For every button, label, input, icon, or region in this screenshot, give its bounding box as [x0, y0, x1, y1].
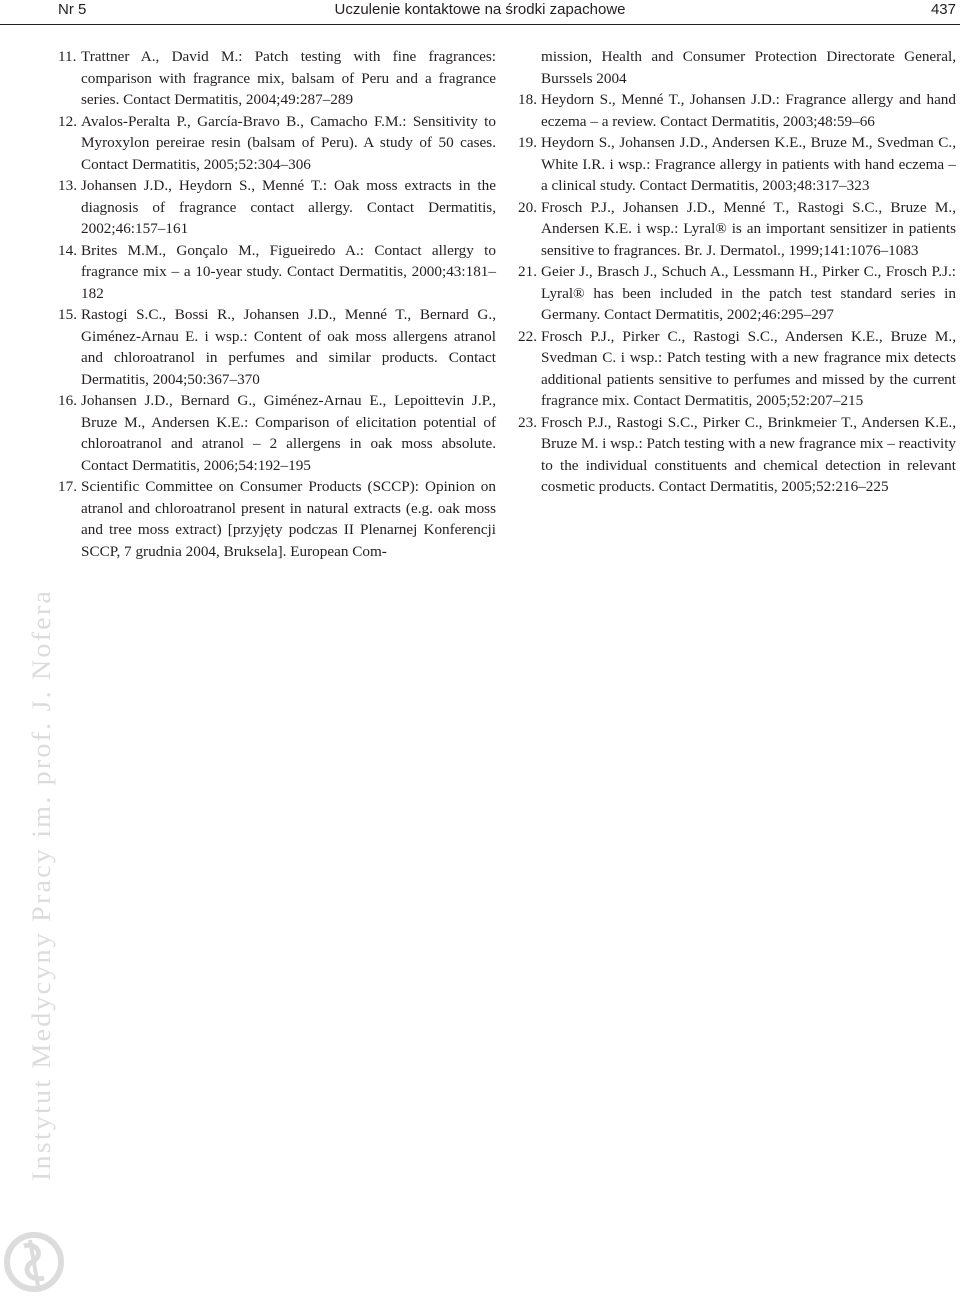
page-number: 437 — [930, 1, 956, 18]
reference-text: Geier J., Brasch J., Schuch A., Lessmann H., Pirker C., Frosch P.J.: Lyral® has been included in the patch test standard series in Germany. Contact Dermatitis, 2002;46:295–297 — [541, 263, 956, 323]
reference-number: 22. — [518, 327, 537, 345]
reference-item — [518, 89, 956, 132]
reference-item — [58, 46, 496, 111]
reference-number: 17. — [58, 478, 77, 495]
reference-text: Rastogi S.C., Bossi R., Johansen J.D., Menné T., Bernard G., Giménez-Arnau E. i wsp.: Content of oak moss allergens atranol and chloroatranol in perfumes and similar products. Contact Dermatitis, 2004;50:367–370 — [81, 306, 496, 388]
reference-number: 20. — [518, 198, 537, 216]
reference-item — [58, 476, 496, 562]
running-title: Uczulenie kontaktowe na środki zapachowe — [334, 1, 626, 18]
reference-item — [518, 261, 956, 326]
reference-text: Frosch P.J., Johansen J.D., Menné T., Rastogi S.C., Bruze M., Andersen K.E. i wsp.: Lyral® is an important sensitizer in patients sensitive to fragrances. Br. J. Dermatol., 1999;141:1076–1083 — [541, 198, 956, 259]
reference-text: Johansen J.D., Heydorn S., Menné T.: Oak moss extracts in the diagnosis of fragrance contact allergy. Contact Dermatitis, 2002;46:157–161 — [81, 177, 496, 237]
reference-item — [518, 412, 956, 498]
reference-item-continued — [518, 46, 956, 89]
reference-text: Johansen J.D., Bernard G., Giménez-Arnau E., Lepoittevin J.P., Bruze M., Andersen K.E.: Comparison of elicitation potential of chloroatranol and atranol – 2 allergens in oak moss absolute. Contact Dermatitis, 2006;54:192–195 — [81, 392, 496, 474]
reference-item — [58, 304, 496, 390]
reference-number: 15. — [58, 306, 77, 323]
reference-text: Brites M.M., Gonçalo M., Figueiredo A.: Contact allergy to fragrance mix – a 10-year study. Contact Dermatitis, 2000;43:181–182 — [81, 241, 496, 302]
reference-text: Scientific Committee on Consumer Products (SCCP): Opinion on atranol and chloroatranol present in natural extracts (e.g. oak moss and tree moss extract) [przyjęty podczas II Plenarnej Konferencji SCCP, 7 grudnia 2004, Bruksela]. European Com- — [81, 478, 496, 560]
reference-number: 18. — [518, 91, 537, 108]
vertical-watermark — [22, 585, 62, 1185]
reference-text: mission, Health and Consumer Protection Directorate General, Burssels 2004 — [541, 48, 956, 87]
reference-item — [58, 240, 496, 305]
reference-number — [518, 46, 541, 89]
reference-text: Heydorn S., Johansen J.D., Andersen K.E., Bruze M., Svedman C., White I.R. i wsp.: Fragrance allergy in patients with hand eczema – a clinical study. Contact Dermatitis, 2003;48:317–323 — [541, 134, 956, 194]
reference-text: Frosch P.J., Pirker C., Rastogi S.C., Andersen K.E., Bruze M., Svedman C. i wsp.: Patch testing with a new fragrance mix detects additional patients sensitive to perfumes and missed by the current fragrance mix. Contact Dermatitis, 2005;52:207–215 — [541, 327, 956, 409]
reference-number: 12. — [58, 112, 77, 130]
watermark-text: Instytut Medycyny Pracy im. prof. J. Nofera — [27, 633, 56, 1181]
reference-item — [58, 175, 496, 240]
reference-item — [518, 197, 956, 262]
running-header — [0, 0, 960, 25]
reference-item — [518, 132, 956, 197]
reference-number: 21. — [518, 263, 537, 280]
reference-item — [58, 390, 496, 476]
reference-item — [58, 111, 496, 176]
references-right-column — [518, 46, 956, 498]
reference-text: Trattner A., David M.: Patch testing with fine fragrances: comparison with fragrance mix, balsam of Peru and a fragrance series. Contact Dermatitis, 2004;49:287–289 — [81, 48, 496, 108]
references-left-column — [58, 46, 496, 562]
reference-number: 13. — [58, 177, 77, 194]
issue-number: Nr 5 — [58, 1, 87, 18]
reference-number: 23. — [518, 413, 537, 431]
reference-number: 11. — [58, 48, 77, 65]
reference-text: Avalos-Peralta P., García-Bravo B., Camacho F.M.: Sensitivity to Myroxylon pereirae resin (balsam of Peru). A study of 50 cases. Contact Dermatitis, 2005;52:304–306 — [81, 112, 496, 173]
institute-logo-icon — [4, 1212, 64, 1296]
reference-number: 19. — [518, 134, 537, 151]
watermark-svg — [22, 585, 62, 1185]
reference-number: 16. — [58, 392, 77, 409]
reference-item — [518, 326, 956, 412]
reference-text: Frosch P.J., Rastogi S.C., Pirker C., Brinkmeier T., Andersen K.E., Bruze M. i wsp.: Patch testing with a new fragrance mix – reactivity to the individual constituents and chemical detection in relevant cosmetic products. Contact Dermatitis, 2005;52:216–225 — [541, 413, 957, 495]
reference-text: Heydorn S., Menné T., Johansen J.D.: Fragrance allergy and hand eczema – a review. Contact Dermatitis, 2003;48:59–66 — [541, 91, 956, 130]
reference-number: 14. — [58, 241, 77, 259]
